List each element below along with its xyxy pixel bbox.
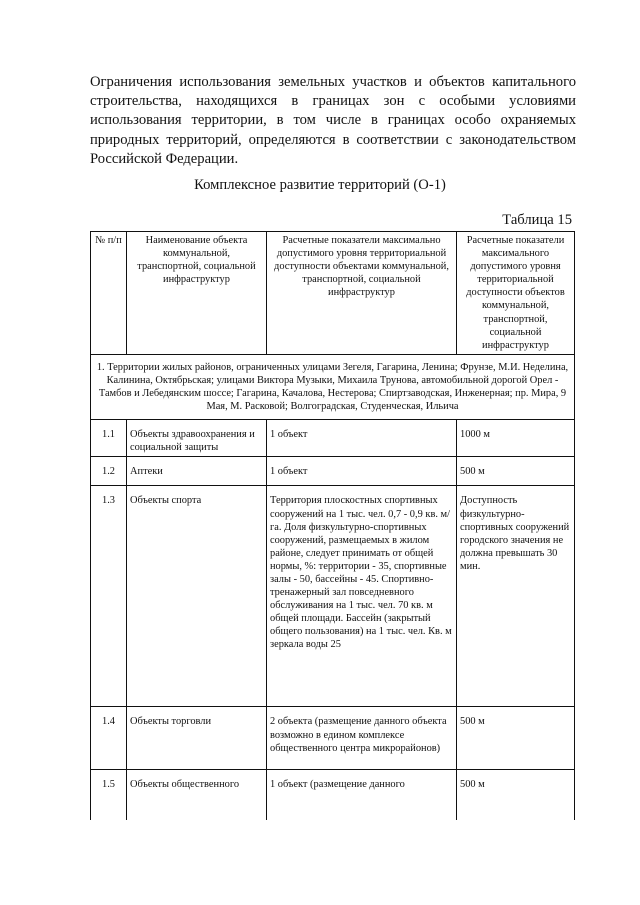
row-calc: 1 объект [267,420,457,457]
row-access: 1000 м [457,420,575,457]
table-number: Таблица 15 [502,212,572,228]
table-row [91,420,575,457]
row-num: 1.4 [91,707,127,770]
row-name: Объекты здравоохранения и социальной защиты [127,420,267,457]
table-row [91,457,575,486]
section-cell: 1. Территории жилых районов, ограниченных улицами Зегеля, Гагарина, Ленина; Фрунзе, М.И. Неделина, Калинина, Октябрьская; улицами Виктора Музыки, Михаила Трунова, автомобильной дорогой Орел - Тамбов и Лебедянским шоссе; Гагарина, Качалова, Нестерова; Спиртзаводская, Инженерная; пр. Мира, 9 Мая, М. Расковой; Волгоградская, Студенческая, Ильича [91,354,575,419]
row-calc: Территория плоскостных спортивных сооружений на 1 тыс. чел. 0,7 - 0,9 кв. м/га. Доля физкультурно-спортивных сооружений, размещаемых в жилом районе, следует принимать от общей нормы, %: территории - 35, спортивные залы - 50, бассейны - 45. Спортивно-тренажерный зал повседневного обслуживания на 1 тыс. чел. 70 кв. м общей площади. Бассейн (закрытый общего пользования) на 1 тыс. чел. Кв. м зеркала воды 25 [267,486,457,707]
header-object-name: Наименование объекта коммунальной, транспортной, социальной инфраструктур [127,232,267,355]
table-row [91,486,575,707]
row-calc: 2 объекта (размещение данного объекта возможно в едином комплексе общественного центра микрорайонов) [267,707,457,770]
row-num: 1.5 [91,770,127,821]
row-name: Объекты торговли [127,707,267,770]
row-name: Аптеки [127,457,267,486]
row-num: 1.2 [91,457,127,486]
header-num: № п/п [91,232,127,355]
row-name: Объекты общественного [127,770,267,821]
row-name: Объекты спорта [127,486,267,707]
row-access: 500 м [457,457,575,486]
table-row [91,770,575,821]
header-calc-access: Расчетные показатели максимального допустимого уровня территориальной доступности объектов коммунальной, транспортной, социальной инфраструктур [457,232,575,355]
row-access: 500 м [457,770,575,821]
table-header-row [91,232,575,355]
intro-paragraph: Ограничения использования земельных участков и объектов капитального строительства, находящихся в границах зон с особыми условиями использования территории, в том числе в границах особо охраняемых природных территорий, определяются в соответствии с законодательством Российской Федерации. [90,74,576,167]
section-heading: Комплексное развитие территорий (О-1) [194,177,446,193]
row-access: Доступность физкультурно-спортивных сооружений городского значения не должна превышать 30 мин. [457,486,575,707]
row-calc: 1 объект (размещение данного [267,770,457,821]
requirements-table [90,231,575,820]
row-access: 500 м [457,707,575,770]
row-calc: 1 объект [267,457,457,486]
row-num: 1.3 [91,486,127,707]
table-row [91,707,575,770]
header-calc-max: Расчетные показатели максимально допустимого уровня территориальной доступности объектами коммунальной, транспортной, социальной инфраструктур [267,232,457,355]
section-row [91,354,575,419]
row-num: 1.1 [91,420,127,457]
